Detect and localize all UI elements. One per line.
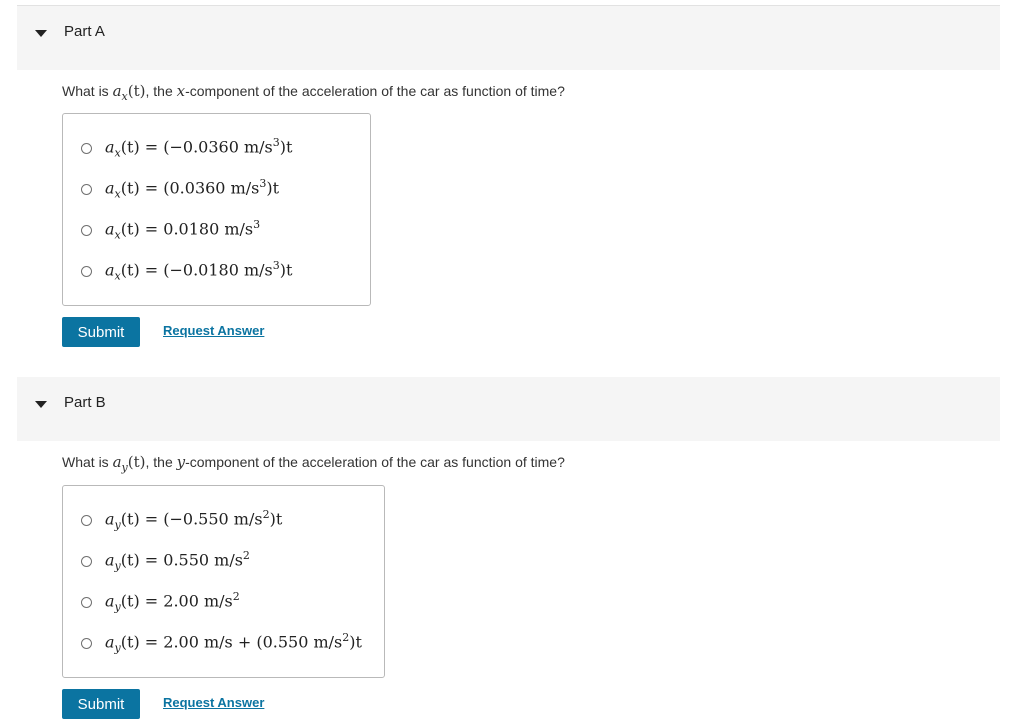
eq-subscript: x [114,187,121,201]
eq-tail: )t [269,509,283,529]
eq-tail: )t [279,260,293,280]
eq-exponent: 2 [242,549,250,563]
eq-symbol: a [105,550,115,570]
eq-exponent: 3 [259,177,267,191]
option-equation [105,590,240,614]
radio-button[interactable] [81,143,92,154]
eq-subscript: y [114,518,121,532]
question-variable: y [176,453,186,471]
part-b-option-2[interactable] [81,550,250,572]
eq-body: (t) = 2.00 m/s + (0.550 m/s [120,632,343,652]
question-symbol: a [112,82,122,100]
part-b-header[interactable] [17,377,1000,441]
question-arg: (t) [127,453,146,471]
part-a-option-3[interactable] [81,219,260,241]
part-b-options-box [62,485,385,678]
part-a-submit-button[interactable]: Submit [62,317,140,347]
eq-tail: )t [266,178,280,198]
eq-subscript: x [114,146,121,160]
eq-exponent: 2 [342,631,350,645]
option-equation [105,508,282,532]
question-symbol: a [112,453,122,471]
question-arg: (t) [127,82,146,100]
part-b-option-3[interactable] [81,591,240,613]
eq-symbol: a [105,632,115,652]
part-a-request-answer-link[interactable]: Request Answer [163,323,265,338]
question-variable: x [176,82,186,100]
eq-body: (t) = 0.0180 m/s [120,219,254,239]
radio-button[interactable] [81,556,92,567]
part-a-option-2[interactable] [81,178,279,200]
option-equation [105,549,250,573]
question-text: -component of the acceleration of the car as function of time? [185,454,565,470]
eq-subscript: x [114,269,121,283]
eq-subscript: x [114,228,121,242]
eq-symbol: a [105,178,115,198]
eq-body: (t) = (−0.0360 m/s [120,137,273,157]
eq-exponent: 3 [272,259,280,273]
part-b-option-1[interactable] [81,509,282,531]
eq-exponent: 3 [253,218,261,232]
question-subscript: y [121,460,128,474]
eq-symbol: a [105,219,115,239]
radio-button[interactable] [81,184,92,195]
question-text: , the [145,83,177,99]
option-equation [105,631,362,655]
question-text: , the [145,454,177,470]
radio-button[interactable] [81,266,92,277]
eq-symbol: a [105,260,115,280]
collapse-caret-icon[interactable] [35,401,47,408]
part-a-question [62,82,565,103]
question-text: What is [62,454,113,470]
eq-body: (t) = (−0.550 m/s [120,509,263,529]
eq-body: (t) = (−0.0180 m/s [120,260,273,280]
eq-symbol: a [105,137,115,157]
eq-tail: )t [279,137,293,157]
option-equation [105,136,292,160]
radio-button[interactable] [81,225,92,236]
eq-subscript: y [114,559,121,573]
option-equation [105,177,279,201]
option-equation [105,259,292,283]
eq-symbol: a [105,591,115,611]
eq-tail: )t [349,632,362,652]
part-a-options-box [62,113,371,306]
radio-button[interactable] [81,638,92,649]
part-b-option-4[interactable] [81,632,362,654]
radio-button[interactable] [81,597,92,608]
part-a-option-4[interactable] [81,260,292,282]
eq-body: (t) = (0.0360 m/s [120,178,260,198]
eq-subscript: y [114,641,121,655]
option-equation [105,218,260,242]
eq-exponent: 2 [262,508,270,522]
question-subscript: x [121,89,128,103]
part-a-option-1[interactable] [81,137,292,159]
eq-body: (t) = 0.550 m/s [120,550,243,570]
part-b-submit-button[interactable]: Submit [62,689,140,719]
part-b-title: Part B [64,394,106,411]
eq-body: (t) = 2.00 m/s [120,591,233,611]
part-b-request-answer-link[interactable]: Request Answer [163,695,265,710]
question-text: What is [62,83,113,99]
eq-exponent: 2 [232,590,240,604]
question-text: -component of the acceleration of the car as function of time? [185,83,565,99]
part-a-header[interactable] [17,6,1000,70]
collapse-caret-icon[interactable] [35,30,47,37]
part-b-question [62,453,565,474]
part-a-title: Part A [64,23,105,40]
eq-subscript: y [114,600,121,614]
radio-button[interactable] [81,515,92,526]
eq-exponent: 3 [272,136,280,150]
eq-symbol: a [105,509,115,529]
